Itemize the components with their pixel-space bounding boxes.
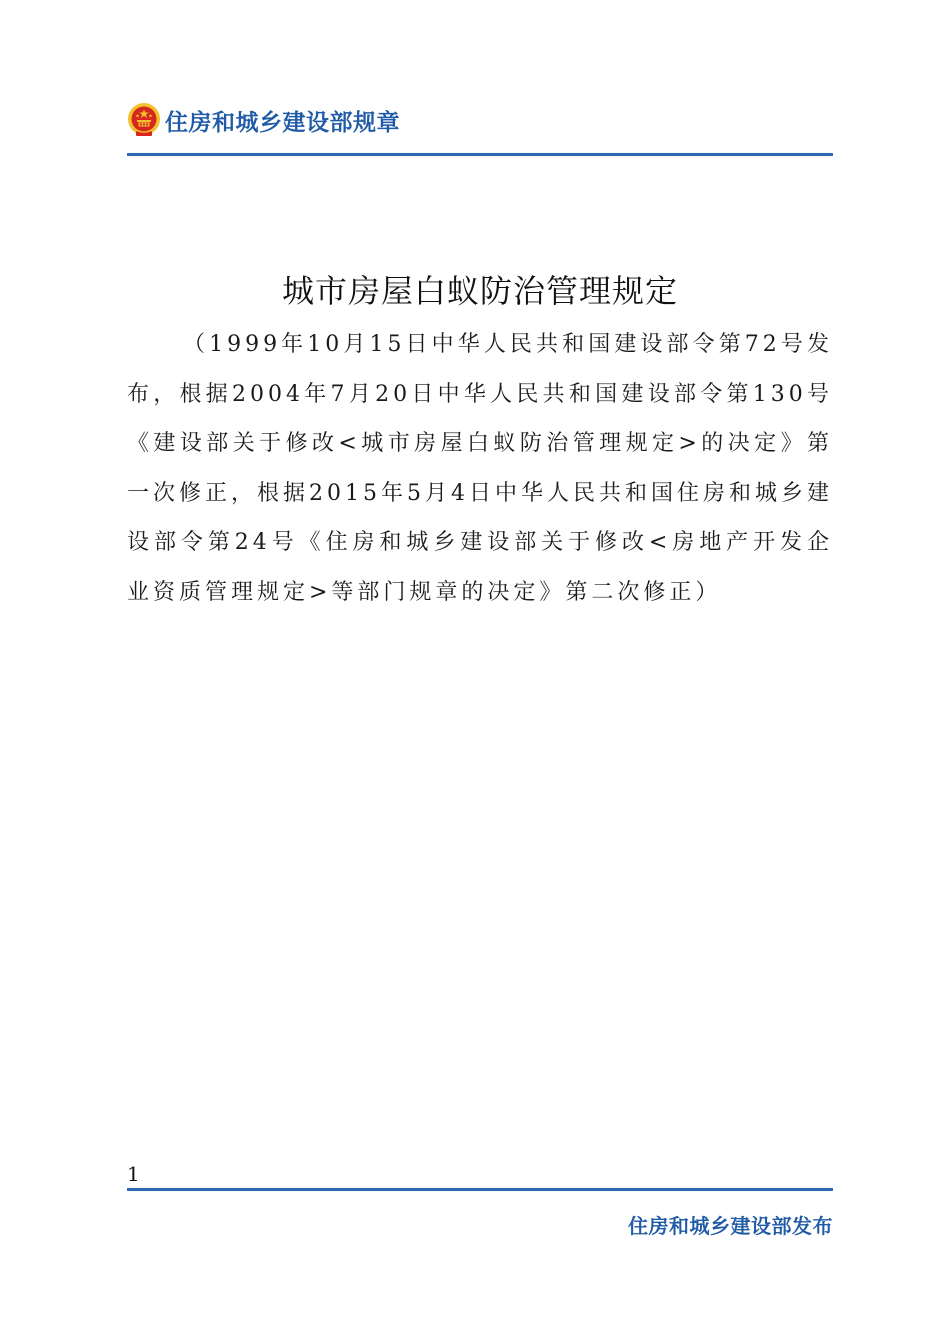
national-emblem-icon bbox=[127, 102, 161, 138]
header-title: 住房和城乡建设部规章 bbox=[165, 109, 400, 136]
page-header bbox=[127, 98, 833, 142]
page-number: 1 bbox=[127, 1162, 140, 1186]
document-title: 城市房屋白蚁防治管理规定 bbox=[281, 272, 678, 310]
footer-divider bbox=[127, 1188, 833, 1191]
revision-note: （1999年10月15日中华人民共和国建设部令第72号发布，根据2004年7月20日中华人民共和国建设部令第130号《建设部关于修改<城市房屋白蚁防治管理规定>的决定》第一次修正，根据2015年5月4日中华人民共和国住房和城乡建设部令第24号《住房和城乡建设部关于修改<房地产开发企业资质管理规定>等部门规章的决定》第二次修正） bbox=[127, 332, 833, 605]
header-divider bbox=[127, 153, 833, 156]
footer-publisher: 住房和城乡建设部发布 bbox=[628, 1214, 833, 1238]
